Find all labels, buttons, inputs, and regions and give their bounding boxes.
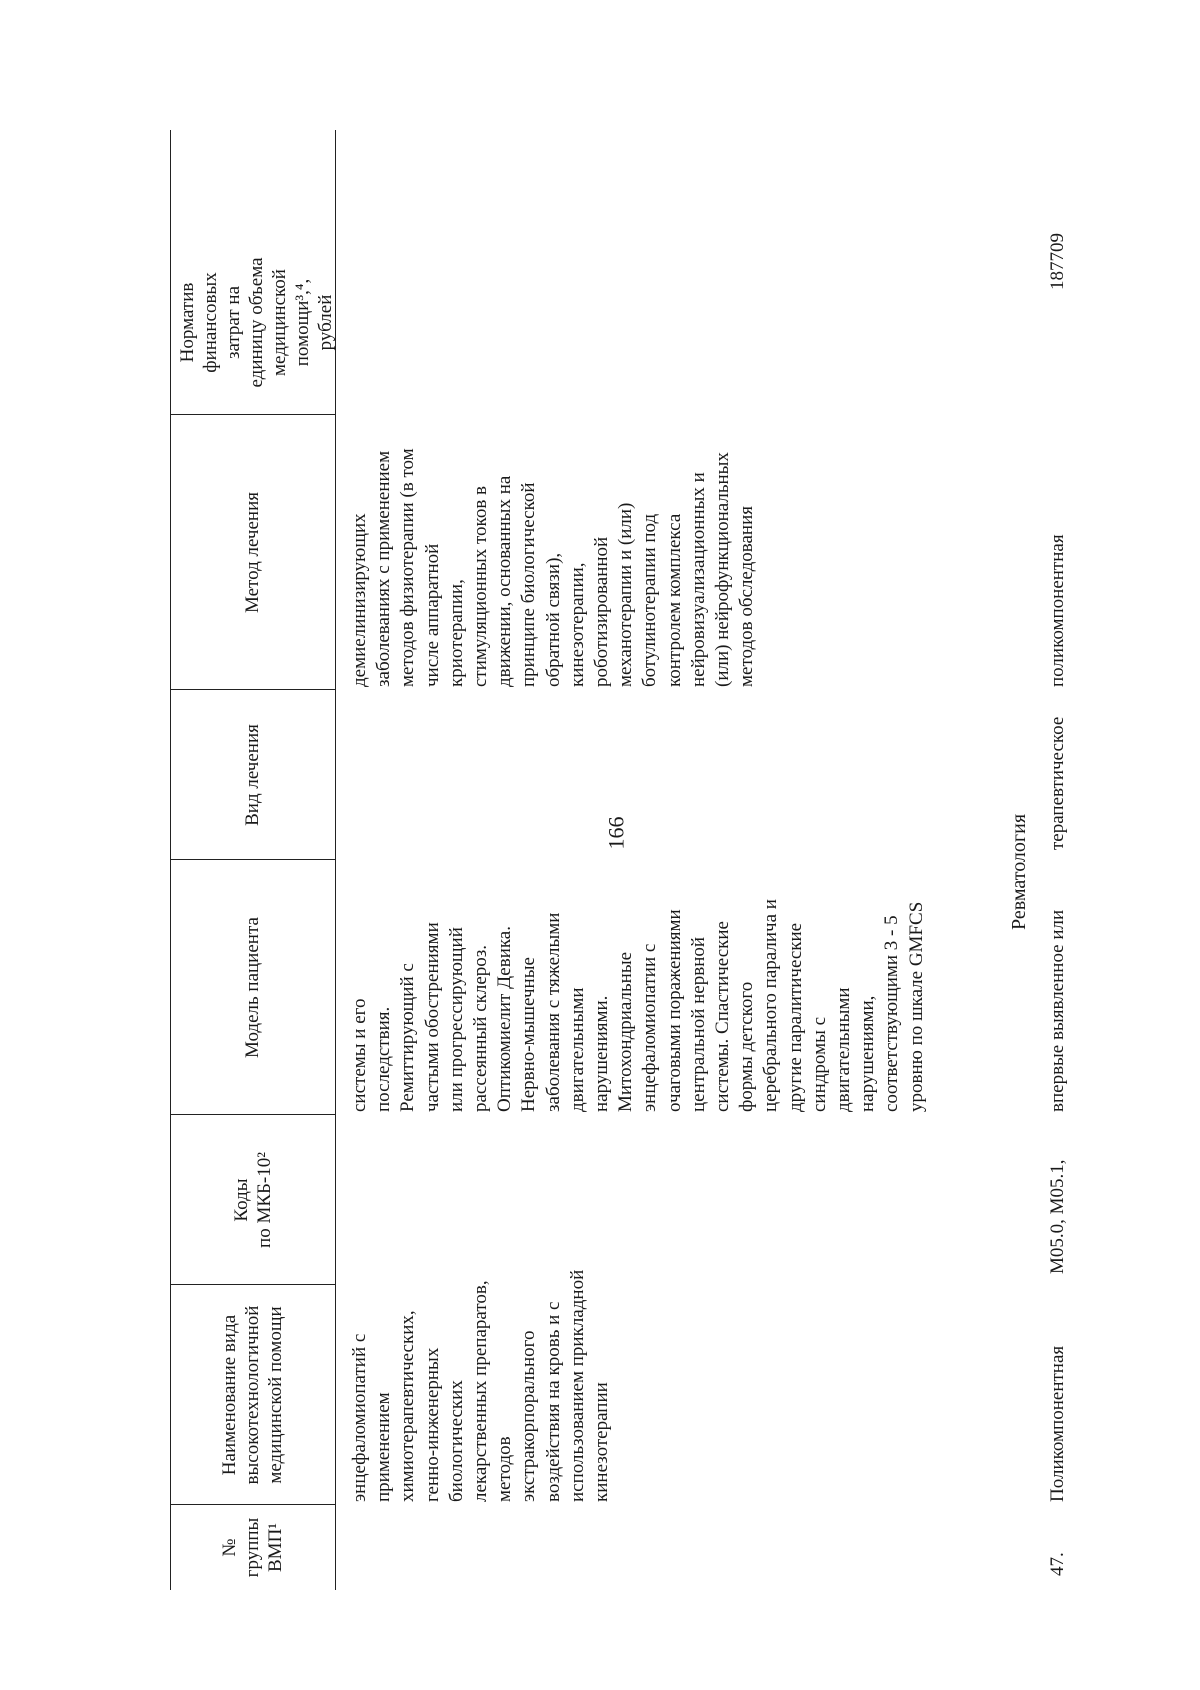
row-47-treatment-method: поликомпонентная (1047, 534, 1068, 687)
header-treatment-method: Метод лечения (242, 492, 263, 614)
row-47-treatment-type: терапевтическое (1047, 716, 1068, 850)
header-group-number: № группы ВМП¹ (219, 1517, 286, 1578)
header-icd-codes: Коды по МКБ-10² (230, 1152, 275, 1248)
continued-treatment-method: демиелинизирующих заболеваниях с применением методов физиотерапии (в том числе аппаратной криотерапии, стимуляционных токов в движении, основанных на принципе биологической обратной связи), кинезотерапии, роботизированной механотерапии и (или) ботулинотерапии под контролем комплекса нейровизуализационных и (или) нейрофункциональных методов обследования (349, 448, 758, 687)
continued-care-type-name: энцефаломиопатий с применением химиотерапевтических, генно-инженерных биологических лекарственных препаратов, методов экстракорпорального воздействия на кровь и с использованием прикладной кинезотерапии (349, 1269, 613, 1502)
header-patient-model: Модель пациента (242, 917, 263, 1058)
table-sheet (170, 110, 1090, 1590)
header-care-type-name: Наименование вида высокотехнологичной медицинской помощи (219, 1305, 286, 1485)
row-47-cost-norm: 187709 (1047, 233, 1068, 290)
section-title: Ревматология (1008, 813, 1030, 930)
header-treatment-type: Вид лечения (242, 724, 263, 826)
row-47-number: 47. (1047, 1552, 1068, 1576)
page-number: 166 (603, 816, 629, 850)
row-47-icd-codes: M05.0, M05.1, (1047, 1159, 1068, 1274)
continued-patient-model: системы и его последствия. Ремиттирующий с частыми обострениями или прогрессирующий рассеянный склероз. Оптикомиелит Девика. Нервно-мышечные заболевания с тяжелыми двигательными нарушениями. Митохондриальные энцефаломиопатии с очаговыми поражениями центральной нервной системы. Спастические формы детского церебрального паралича и другие паралитические синдромы с двигательными нарушениями, соответствующими 3 - 5 уровню по шкале GMFCS (349, 899, 927, 1112)
header-cost-norm: Норматив финансовых затрат на единицу объема медицинской помощи³,⁴, рублей (177, 257, 336, 388)
row-47-care-type-name: Поликомпонентная (1047, 1345, 1068, 1502)
row-47-patient-model: впервые выявленное или (1047, 909, 1068, 1112)
